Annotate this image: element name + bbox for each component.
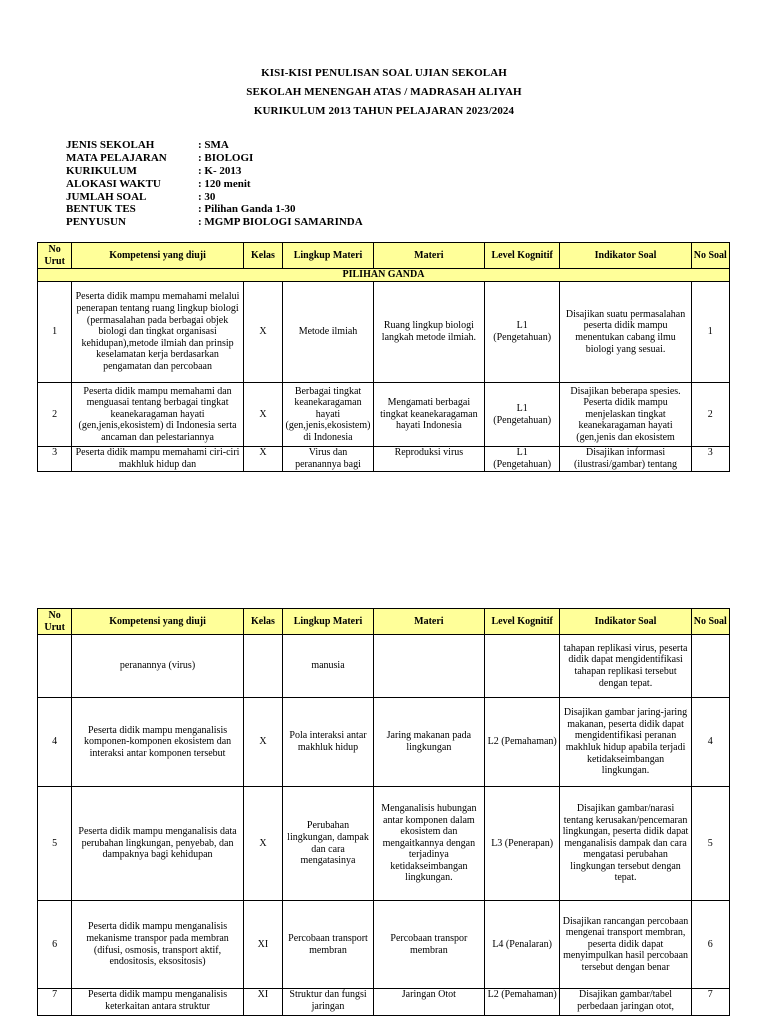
cell-no-soal: 7 xyxy=(691,989,729,1016)
cell-lingkup: Perubahan lingkungan, dampak dan cara mengatasinya xyxy=(283,787,374,901)
cell-lingkup: Percobaan transport membran xyxy=(283,901,374,989)
cell-no-soal: 4 xyxy=(691,698,729,787)
cell-kompetensi: Peserta didik mampu menganalisis data perubahan lingkungan, penyebab, dan dampaknya bagi kehidupan xyxy=(72,787,243,901)
table-row xyxy=(38,282,730,383)
cell-no-urut: 3 xyxy=(38,447,72,472)
info-row xyxy=(66,165,363,178)
col-header-no-soal: No Soal xyxy=(691,243,729,269)
info-label: KURIKULUM xyxy=(66,164,137,177)
info-value: : K- 2013 xyxy=(198,164,242,177)
col-header-no-urut: No Urut xyxy=(38,243,72,269)
col-header-indikator: Indikator Soal xyxy=(560,609,691,635)
info-label: BENTUK TES xyxy=(66,203,136,216)
cell-no-soal: 3 xyxy=(691,447,729,472)
cell-lingkup: Virus dan peranannya bagi xyxy=(283,447,374,472)
table-row xyxy=(38,383,730,447)
cell-indikator: Disajikan rancangan percobaan mengenai transport membran, peserta didik dapat menyimpulkan hasil percobaan tersebut dengan benar xyxy=(560,901,691,989)
cell-indikator: Disajikan beberapa spesies. Peserta didik mampu menjelaskan tingkat keanekaragaman hayati (gen,jenis dan ekosistem xyxy=(560,383,691,447)
cell-kompetensi: Peserta didik mampu menganalisis komponen-komponen ekosistem dan interaksi antar komponen tersebut xyxy=(72,698,243,787)
cell-kompetensi: peranannya (virus) xyxy=(72,635,243,698)
cell-kelas: X xyxy=(243,787,282,901)
table-row xyxy=(38,447,730,472)
info-label: PENYUSUN xyxy=(66,216,126,229)
cell-materi: Jaring makanan pada lingkungan xyxy=(373,698,484,787)
cell-kompetensi: Peserta didik mampu menganalisis keterkaitan antara struktur xyxy=(72,989,243,1016)
cell-lingkup: Pola interaksi antar makhluk hidup xyxy=(283,698,374,787)
cell-no-urut: 4 xyxy=(38,698,72,787)
cell-kelas: X xyxy=(243,447,282,472)
info-label: JENIS SEKOLAH xyxy=(66,139,155,151)
cell-kelas xyxy=(243,635,282,698)
cell-materi: Ruang lingkup biologi langkah metode ilmiah. xyxy=(373,282,484,383)
col-header-kompetensi: Kompetensi yang diuji xyxy=(72,609,243,635)
cell-indikator: tahapan replikasi virus, peserta didik dapat mengidentifikasi tahapan replikasi tersebut dengan tepat. xyxy=(560,635,691,698)
header-school-type: SEKOLAH MENENGAH ATAS / MADRASAH ALIYAH xyxy=(246,86,522,98)
kisi-table-page-1 xyxy=(37,242,730,472)
cell-kelas: X xyxy=(243,383,282,447)
cell-no-urut xyxy=(38,635,72,698)
cell-kelas: X xyxy=(243,282,282,383)
header-curriculum: KURIKULUM 2013 TAHUN PELAJARAN 2023/2024 xyxy=(253,105,515,117)
col-header-lingkup: Lingkup Materi xyxy=(283,609,374,635)
cell-no-soal: 2 xyxy=(691,383,729,447)
cell-materi: Jaringan Otot xyxy=(373,989,484,1016)
cell-level: L4 (Penalaran) xyxy=(484,901,560,989)
info-row xyxy=(66,216,363,229)
cell-no-soal xyxy=(691,635,729,698)
header-title: KISI-KISI PENULISAN SOAL UJIAN SEKOLAH xyxy=(261,67,507,79)
col-header-no-urut: No Urut xyxy=(38,609,72,635)
cell-materi: Mengamati berbagai tingkat keanekaragaman hayati Indonesia xyxy=(373,383,484,447)
info-value: : BIOLOGI xyxy=(198,151,254,164)
cell-no-soal: 1 xyxy=(691,282,729,383)
cell-kompetensi: Peserta didik mampu menganalisis mekanisme transpor pada membran (difusi, osmosis, transport aktif, endositosis, eksositosis) xyxy=(72,901,243,989)
cell-kelas: XI xyxy=(243,901,282,989)
kisi-table-page-2 xyxy=(37,608,730,1016)
cell-no-urut: 6 xyxy=(38,901,72,989)
info-value: : 30 xyxy=(198,190,216,203)
cell-kompetensi: Peserta didik mampu memahami melalui penerapan tentang ruang lingkup biologi (permasalahan pada berbagai objek biologi dan tingkat organisasi kehidupan),metode ilmiah dan prinsip keselamatan kerja berdasarkan pengamatan dan percobaan xyxy=(72,282,243,383)
info-row xyxy=(66,203,363,216)
cell-indikator: Disajikan informasi (ilustrasi/gambar) tentang xyxy=(560,447,691,472)
cell-no-urut: 1 xyxy=(38,282,72,383)
cell-materi xyxy=(373,635,484,698)
col-header-materi: Materi xyxy=(373,243,484,269)
document-header xyxy=(0,64,768,121)
cell-level xyxy=(484,635,560,698)
col-header-level: Level Kognitif xyxy=(484,609,560,635)
cell-level: L2 (Pemahaman) xyxy=(484,698,560,787)
col-header-indikator: Indikator Soal xyxy=(560,243,691,269)
info-row xyxy=(66,152,363,165)
info-value: : 120 menit xyxy=(198,177,251,190)
cell-kelas: XI xyxy=(243,989,282,1016)
info-block xyxy=(66,139,363,229)
cell-no-soal: 6 xyxy=(691,901,729,989)
cell-materi: Reproduksi virus xyxy=(373,447,484,472)
col-header-kelas: Kelas xyxy=(243,243,282,269)
col-header-kompetensi: Kompetensi yang diuji xyxy=(72,243,243,269)
section-label: PILIHAN GANDA xyxy=(38,269,730,282)
cell-indikator: Disajikan gambar/narasi tentang kerusakan/pencemaran lingkungan, peserta didik dapat menganalisis dampak dan cara mengatasi perubahan lingkungan tersebut dengan tepat. xyxy=(560,787,691,901)
table-row xyxy=(38,698,730,787)
info-value: : SMA xyxy=(198,139,229,151)
info-label: ALOKASI WAKTU xyxy=(66,177,161,190)
table-row xyxy=(38,635,730,698)
table-header-row xyxy=(38,243,730,269)
info-label: MATA PELAJARAN xyxy=(66,151,167,164)
table-header-row xyxy=(38,609,730,635)
cell-lingkup: Metode ilmiah xyxy=(283,282,374,383)
info-row xyxy=(66,191,363,204)
cell-level: L2 (Pemahaman) xyxy=(484,989,560,1016)
table-row xyxy=(38,901,730,989)
cell-materi: Percobaan transpor membran xyxy=(373,901,484,989)
cell-lingkup: manusia xyxy=(283,635,374,698)
col-header-no-soal: No Soal xyxy=(691,609,729,635)
section-row xyxy=(38,269,730,282)
cell-no-urut: 2 xyxy=(38,383,72,447)
cell-no-urut: 5 xyxy=(38,787,72,901)
info-label: JUMLAH SOAL xyxy=(66,190,147,203)
info-value: : Pilihan Ganda 1-30 xyxy=(198,203,296,216)
cell-indikator: Disajikan gambar jaring-jaring makanan, peserta didik dapat mengidentifikasi peranan makhluk hidup apabila terjadi ketidakseimbangan lingkungan. xyxy=(560,698,691,787)
cell-level: L1 (Pengetahuan) xyxy=(484,447,560,472)
cell-indikator: Disajikan gambar/tabel perbedaan jaringan otot, xyxy=(560,989,691,1016)
cell-level: L1 (Pengetahuan) xyxy=(484,282,560,383)
col-header-level: Level Kognitif xyxy=(484,243,560,269)
cell-lingkup: Berbagai tingkat keanekaragaman hayati (gen,jenis,ekosistem) di Indonesia xyxy=(283,383,374,447)
cell-no-urut: 7 xyxy=(38,989,72,1016)
cell-lingkup: Struktur dan fungsi jaringan xyxy=(283,989,374,1016)
cell-level: L3 (Penerapan) xyxy=(484,787,560,901)
cell-kompetensi: Peserta didik mampu memahami ciri-ciri makhluk hidup dan xyxy=(72,447,243,472)
cell-no-soal: 5 xyxy=(691,787,729,901)
cell-kelas: X xyxy=(243,698,282,787)
cell-materi: Menganalisis hubungan antar komponen dalam ekosistem dan mengaitkannya dengan terjadinya ketidakseimbangan lingkungan. xyxy=(373,787,484,901)
cell-level: L1 (Pengetahuan) xyxy=(484,383,560,447)
col-header-materi: Materi xyxy=(373,609,484,635)
table-row xyxy=(38,989,730,1016)
cell-kompetensi: Peserta didik mampu memahami dan menguasai tentang berbagai tingkat keanekaragaman hayati (gen,jenis,ekosistem) di Indonesia serta ancaman dan pelestariannya xyxy=(72,383,243,447)
table-row xyxy=(38,787,730,901)
cell-indikator: Disajikan suatu permasalahan peserta didik mampu menentukan cabang ilmu biologi yang sesuai. xyxy=(560,282,691,383)
col-header-lingkup: Lingkup Materi xyxy=(283,243,374,269)
col-header-kelas: Kelas xyxy=(243,609,282,635)
info-row xyxy=(66,139,363,152)
info-value: : MGMP BIOLOGI SAMARINDA xyxy=(198,216,363,229)
info-row xyxy=(66,178,363,191)
